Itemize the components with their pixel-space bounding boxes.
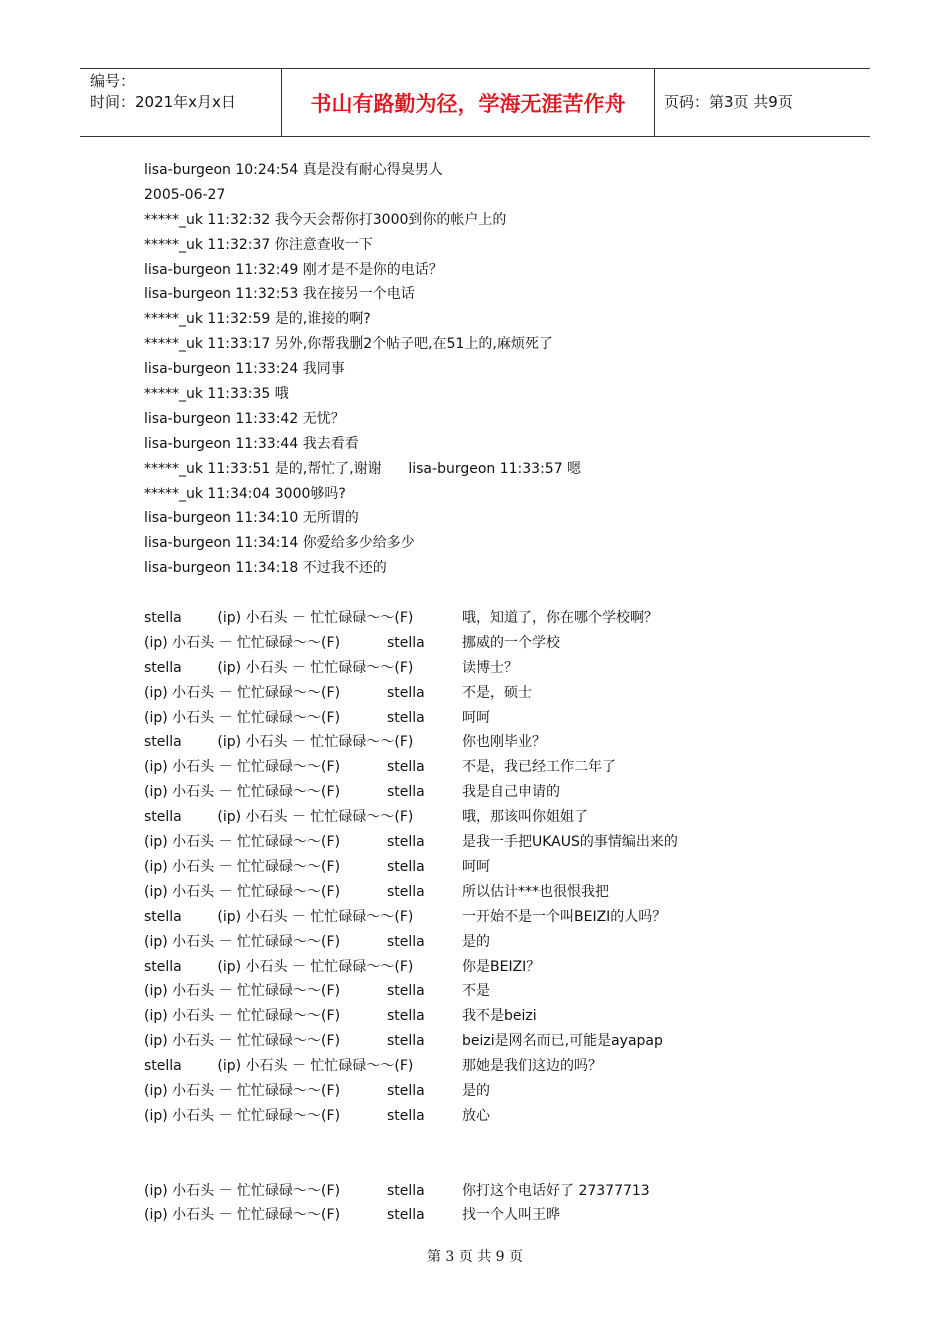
chat-line: *****_uk 11:32:37 你注意查收一下 — [144, 236, 373, 253]
chat-line: lisa-burgeon 11:32:49 刚才是不是你的电话？ — [144, 261, 443, 278]
chat-line: lisa-burgeon 11:32:53 我在接另一个电话 — [144, 286, 415, 303]
chat-line: lisa-burgeon 11:34:14 你爱给多少给多少 — [144, 535, 415, 552]
dialog-message: 我不是beizi — [462, 1008, 537, 1025]
dialog-recipient: stella — [387, 834, 425, 851]
dialog-speaker: (ip) 小石头 － 忙忙碌碌～～(F) — [144, 1033, 341, 1050]
chat-line: lisa-burgeon 11:33:24 我同事 — [144, 361, 345, 378]
dialog-speaker: stella (ip) 小石头 － 忙忙碌碌～～(F) — [144, 809, 414, 826]
dialog-recipient: stella — [387, 858, 425, 875]
dialog-speaker: (ip) 小石头 － 忙忙碌碌～～(F) — [144, 858, 341, 875]
dialog-message: 你是BEIZI？ — [462, 958, 541, 975]
header-page-info: 页码：第3页 共9页 — [664, 93, 793, 111]
dialog-message: 哦，那该叫你姐姐了 — [462, 809, 588, 826]
dialog-row — [144, 1179, 844, 1204]
chat-line: 2005-06-27 — [144, 186, 226, 203]
chat-line: *****_uk 11:32:32 我今天会帮你打3000到你的帐户上的 — [144, 211, 507, 228]
dialog-message: 不是，我已经工作二年了 — [462, 759, 616, 776]
dialog-message: 是的 — [462, 933, 490, 950]
spacer — [144, 1129, 844, 1154]
dialog-message: 是我一手把UKAUS的事情编出来的 — [462, 834, 678, 851]
dialog-speaker: stella (ip) 小石头 － 忙忙碌碌～～(F) — [144, 1058, 414, 1075]
dialog-message: 读博士？ — [462, 659, 518, 676]
chat-line: lisa-burgeon 11:34:18 不过我不还的 — [144, 560, 387, 577]
page-footer: 第 3 页 共 9 页 — [426, 1249, 524, 1265]
dialog-row — [144, 1104, 844, 1129]
dialog-recipient: stella — [387, 1207, 425, 1224]
dialog-message: 一开始不是一个叫BEIZI的人吗？ — [462, 908, 667, 925]
dialog-recipient: stella — [387, 1008, 425, 1025]
dialog-message: 所以估计***也很恨我把 — [462, 883, 609, 900]
dialog-row — [144, 979, 844, 1004]
chat-line: lisa-burgeon 11:33:42 无忧？ — [144, 410, 345, 427]
dialog-speaker: (ip) 小石头 － 忙忙碌碌～～(F) — [144, 784, 341, 801]
dialog-message: 那她是我们这边的吗？ — [462, 1058, 602, 1075]
dialog-recipient: stella — [387, 1107, 425, 1124]
dialog-message: 哦，知道了，你在哪个学校啊？ — [462, 610, 658, 627]
dialog-row — [144, 955, 844, 980]
dialog-section — [144, 1179, 844, 1229]
spacer — [144, 1154, 844, 1179]
dialog-row — [144, 730, 844, 755]
chat-line: *****_uk 11:33:35 哦 — [144, 386, 289, 403]
dialog-recipient: stella — [387, 983, 425, 1000]
spacer — [144, 581, 844, 606]
dialog-speaker: stella (ip) 小石头 － 忙忙碌碌～～(F) — [144, 610, 414, 627]
header-motto: 书山有路勤为径，学海无涯苦作舟 — [310, 90, 626, 116]
dialog-message: 不是 — [462, 983, 490, 1000]
dialog-message: 呵呵 — [462, 709, 490, 726]
chat-line: *****_uk 11:32:59 是的,谁接的啊? — [144, 311, 371, 328]
dialog-row — [144, 1029, 844, 1054]
dialog-speaker: (ip) 小石头 － 忙忙碌碌～～(F) — [144, 709, 341, 726]
dialog-message: 你打这个电话好了 27377713 — [462, 1182, 650, 1199]
dialog-row — [144, 830, 844, 855]
dialog-speaker: (ip) 小石头 － 忙忙碌碌～～(F) — [144, 933, 341, 950]
dialog-speaker: (ip) 小石头 － 忙忙碌碌～～(F) — [144, 759, 341, 776]
dialog-row — [144, 681, 844, 706]
dialog-row — [144, 606, 844, 631]
dialog-speaker: (ip) 小石头 － 忙忙碌碌～～(F) — [144, 834, 341, 851]
dialog-row — [144, 780, 844, 805]
dialog-message: 放心 — [462, 1107, 490, 1124]
dialog-recipient: stella — [387, 933, 425, 950]
dialog-row — [144, 755, 844, 780]
dialog-speaker: stella (ip) 小石头 － 忙忙碌碌～～(F) — [144, 958, 414, 975]
chat-line: *****_uk 11:33:17 另外,你帮我删2个帖子吧,在51上的,麻烦死了 — [144, 336, 553, 353]
dialog-speaker: stella (ip) 小石头 － 忙忙碌碌～～(F) — [144, 659, 414, 676]
document-body — [144, 158, 844, 1228]
dialog-row — [144, 805, 844, 830]
dialog-speaker: (ip) 小石头 － 忙忙碌碌～～(F) — [144, 634, 341, 651]
dialog-message: beizi是网名而已,可能是ayapap — [462, 1033, 663, 1050]
dialog-recipient: stella — [387, 759, 425, 776]
dialog-row — [144, 905, 844, 930]
dialog-message: 不是，硕士 — [462, 684, 532, 701]
dialog-row — [144, 855, 844, 880]
dialog-row — [144, 1004, 844, 1029]
dialog-row — [144, 880, 844, 905]
dialog-message: 找一个人叫王晔 — [462, 1207, 560, 1224]
dialog-speaker: (ip) 小石头 － 忙忙碌碌～～(F) — [144, 1182, 341, 1199]
dialog-speaker: stella (ip) 小石头 － 忙忙碌碌～～(F) — [144, 734, 414, 751]
dialog-recipient: stella — [387, 1033, 425, 1050]
dialog-section — [144, 606, 844, 1129]
dialog-row — [144, 656, 844, 681]
dialog-recipient: stella — [387, 1182, 425, 1199]
dialog-speaker: (ip) 小石头 － 忙忙碌碌～～(F) — [144, 1082, 341, 1099]
header-meta — [90, 71, 236, 113]
dialog-speaker: (ip) 小石头 － 忙忙碌碌～～(F) — [144, 1107, 341, 1124]
dialog-recipient: stella — [387, 1082, 425, 1099]
dialog-recipient: stella — [387, 634, 425, 651]
header-divider — [654, 69, 655, 136]
dialog-message: 挪威的一个学校 — [462, 634, 560, 651]
dialog-message: 我是自己申请的 — [462, 784, 560, 801]
dialog-speaker: (ip) 小石头 － 忙忙碌碌～～(F) — [144, 983, 341, 1000]
header-number-label: 编号： — [90, 72, 136, 90]
dialog-recipient: stella — [387, 883, 425, 900]
chat-log — [144, 158, 844, 581]
chat-line: *****_uk 11:34:04 3000够吗? — [144, 485, 346, 502]
dialog-speaker: (ip) 小石头 － 忙忙碌碌～～(F) — [144, 1008, 341, 1025]
header-time-label: 时间：2021年x月x日 — [90, 93, 236, 111]
page-header — [80, 68, 870, 137]
dialog-speaker: (ip) 小石头 － 忙忙碌碌～～(F) — [144, 1207, 341, 1224]
dialog-row — [144, 1079, 844, 1104]
dialog-message: 呵呵 — [462, 858, 490, 875]
dialog-row — [144, 631, 844, 656]
chat-line: lisa-burgeon 10:24:54 真是没有耐心得臭男人 — [144, 162, 443, 178]
dialog-message: 是的 — [462, 1082, 490, 1099]
dialog-recipient: stella — [387, 684, 425, 701]
dialog-speaker: (ip) 小石头 － 忙忙碌碌～～(F) — [144, 883, 341, 900]
chat-line: lisa-burgeon 11:34:10 无所谓的 — [144, 510, 359, 527]
dialog-recipient: stella — [387, 709, 425, 726]
dialog-row — [144, 1203, 844, 1228]
dialog-speaker: stella (ip) 小石头 － 忙忙碌碌～～(F) — [144, 908, 414, 925]
dialog-row — [144, 930, 844, 955]
dialog-message: 你也刚毕业？ — [462, 734, 546, 751]
dialog-speaker: (ip) 小石头 － 忙忙碌碌～～(F) — [144, 684, 341, 701]
chat-line: *****_uk 11:33:51 是的,帮忙了,谢谢 lisa-burgeon 11:33:57 嗯 — [144, 460, 582, 477]
chat-line: lisa-burgeon 11:33:44 我去看看 — [144, 435, 359, 452]
dialog-row — [144, 1054, 844, 1079]
dialog-recipient: stella — [387, 784, 425, 801]
dialog-row — [144, 706, 844, 731]
